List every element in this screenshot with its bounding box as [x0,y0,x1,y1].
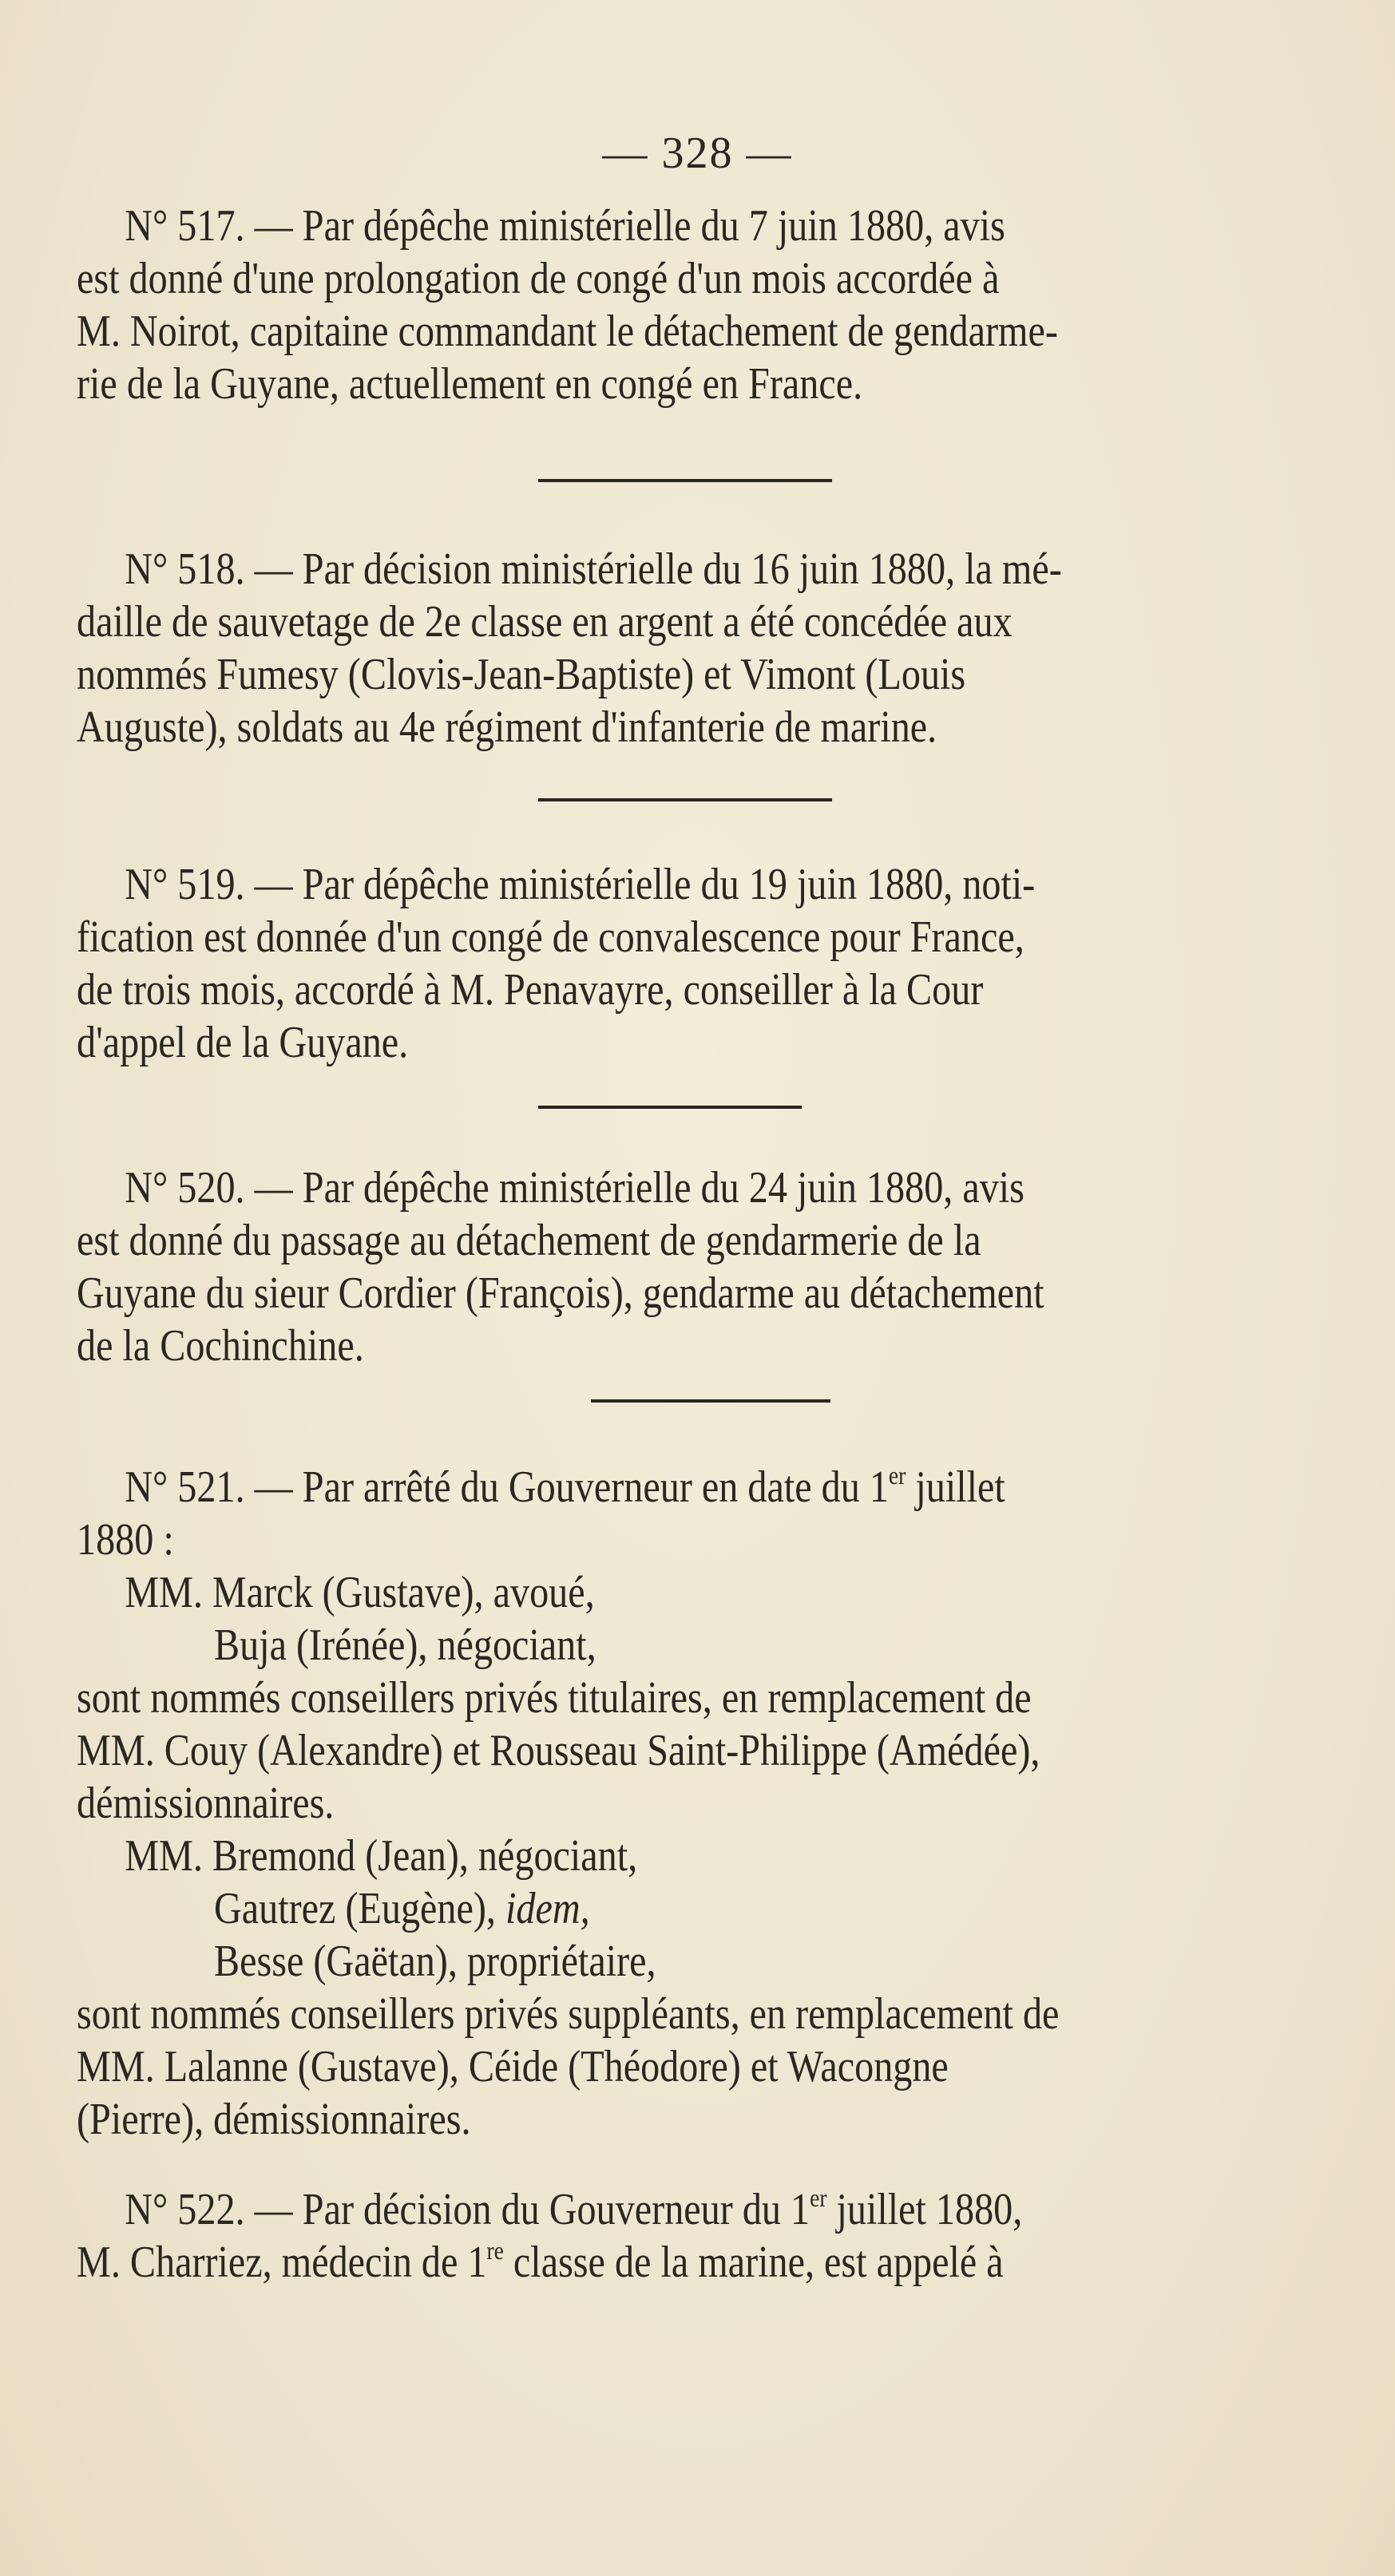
separator-rule [538,1106,802,1109]
entry-520 [77,1161,1120,1372]
text-line: N° 517. — Par dépêche ministérielle du 7 juin 1880, avis [125,201,1005,251]
text-line: rie de la Guyane, actuellement en congé en France. [77,359,863,409]
separator-rule [591,1399,830,1403]
text-line: 1880 : [77,1515,174,1565]
page-number: — 328 — [602,129,793,178]
text-line: nommés Fumesy (Clovis-Jean-Baptiste) et Vimont (Louis [77,650,966,699]
text-line: d'appel de la Guyane. [77,1018,409,1067]
text-line: fication est donnée d'un congé de convalescence pour France, [77,912,1024,962]
text-line: N° 519. — Par dépêche ministérielle du 19 juin 1880, noti- [125,860,1036,909]
superscript: er [888,1461,906,1490]
text-line: Auguste), soldats au 4e régiment d'infanterie de marine. [77,702,937,752]
text-line: MM. Bremond (Jean), négociant, [125,1831,638,1881]
text-line: N° 522. — Par décision du Gouverneur du 1er juillet 1880, [125,2183,1023,2234]
text-line: est donné d'une prolongation de congé d'un mois accordée à [77,254,1000,303]
text-line: Gautrez (Eugène), idem, [214,1884,590,1933]
separator-rule [538,479,832,482]
separator-rule [538,798,832,801]
entry-518 [77,543,1120,754]
text-line: est donné du passage au détachement de gendarmerie de la [77,1216,981,1265]
entry-517 [77,200,1120,410]
text-line: démissionnaires. [77,1779,335,1828]
text-line: daille de sauvetage de 2e classe en argent a été concédée aux [77,597,1013,647]
text-line: N° 521. — Par arrêté du Gouverneur en date du 1er juillet [125,1461,1005,1512]
text-line: sont nommés conseillers privés titulaires, en remplacement de [77,1673,1032,1723]
italic-text: idem, [505,1884,590,1933]
text-line: N° 518. — Par décision ministérielle du 16 juin 1880, la mé- [125,544,1062,594]
entry-521 [77,1461,1120,2146]
text-line: MM. Lalanne (Gustave), Céide (Théodore) et Wacongne [77,2042,949,2091]
text-line: de la Cochinchine. [77,1321,364,1371]
entry-522 [77,2183,1120,2289]
text-line: M. Charriez, médecin de 1re classe de la marine, est appelé à [77,2236,1004,2287]
text-line: N° 520. — Par dépêche ministérielle du 24 juin 1880, avis [125,1163,1024,1213]
entry-519 [77,858,1120,1069]
text-line: Guyane du sieur Cordier (François), gendarme au détachement [77,1268,1044,1318]
superscript: er [810,2183,827,2212]
text-line: Besse (Gaëtan), propriétaire, [214,1937,656,1986]
text-line: MM. Couy (Alexandre) et Rousseau Saint-Philippe (Amédée), [77,1726,1040,1775]
superscript: re [486,2236,504,2265]
text-line: (Pierre), démissionnaires. [77,2095,471,2144]
text-line: MM. Marck (Gustave), avoué, [125,1568,595,1617]
text-line: M. Noirot, capitaine commandant le détachement de gendarme- [77,307,1058,356]
text-line: Buja (Irénée), négociant, [214,1620,596,1670]
text-line: de trois mois, accordé à M. Penavayre, conseiller à la Cour [77,965,984,1015]
text-line: sont nommés conseillers privés suppléants, en remplacement de [77,1989,1060,2039]
